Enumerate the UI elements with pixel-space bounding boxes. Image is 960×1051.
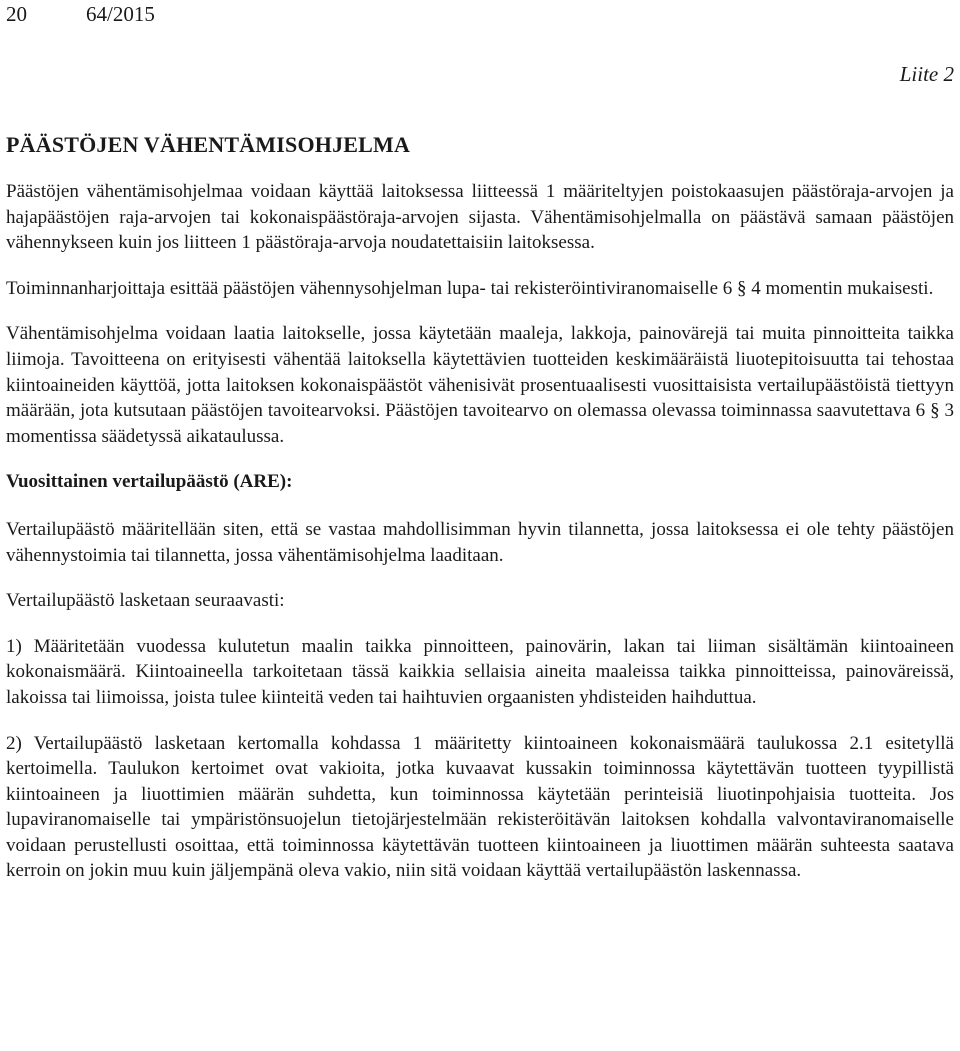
- page-header: [6, 2, 954, 28]
- appendix-label: Liite 2: [899, 62, 954, 86]
- paragraph: Vertailupäästö lasketaan seuraavasti:: [6, 590, 285, 612]
- page-number: 20: [6, 2, 27, 26]
- document-title: PÄÄSTÖJEN VÄHENTÄMISOHJELMA: [6, 132, 411, 157]
- paragraph: Vähentämisohjelma voidaan laatia laitokselle, jossa käytetään maaleja, lakkoja, painovärejä tai muita pinnoitteita taikka liimoja. Tavoitteena on erityisesti vähentää laitoksella käytettävien tuotteiden keskimääräistä liuotepitoisuutta tai tehostaa kiintoaineiden käyttöä, jotta laitoksen kokonaispäästöt vähenisivät prosentuaalisesti vuosittaisista vertailupäästöistä tiettyyn määrään, jota kutsutaan päästöjen tavoitearvoksi. Päästöjen tavoitearvo on olemassa olevassa toiminnassa saavutettava 6 § 3 momentissa säädetyssä aikataulussa.: [6, 323, 954, 447]
- numbered-item: 2) Vertailupäästö lasketaan kertomalla kohdassa 1 määritetty kiintoaineen kokonaismäärä taulukossa 2.1 esitetyllä kertoimella. Taulukon kertoimet ovat vakioita, jotka kuvaavat kussakin toiminnossa käytettävän tuotteen tyypillistä kiintoaineen ja liuottimien määrän suhdetta, kun toiminnossa käytetään perinteisiä liuotinpohjaisia tuotteita. Jos lupaviranomaiselle tai ympäristönsuojelun tietojärjestelmään rekisteröitävän laitoksen kohdalla valvontaviranomaiselle voidaan perustellusti osoittaa, että toiminnossa käytettävän tuotteen kiintoaineen ja liuottimen määrän suhteesta saatava kerroin on jokin muu kuin jäljempänä oleva vakio, niin sitä voidaan käyttää vertailupäästön laskennassa.: [6, 732, 954, 882]
- paragraph: Toiminnanharjoittaja esittää päästöjen vähennysohjelman lupa- tai rekisteröintiviranomaiselle 6 § 4 momentin mukaisesti.: [6, 277, 934, 299]
- numbered-item: 1) Määritetään vuodessa kulutetun maalin taikka pinnoitteen, painovärin, lakan tai liiman sisältämän kiintoaineen kokonaismäärä. Kiintoaineella tarkoitetaan tässä kaikkia sellaisia aineita maaleissa taikka pinnoitteissa, painoväreissä, lakoissa tai liimoissa, joista tulee kiinteitä veden tai haihtuvien orgaanisten yhdisteiden haihduttua.: [6, 635, 954, 708]
- paragraph: Päästöjen vähentämisohjelmaa voidaan käyttää laitoksessa liitteessä 1 määriteltyjen poistokaasujen päästöraja-arvojen ja hajapäästöjen raja-arvojen tai kokonaispäästöraja-arvojen sijasta. Vähentämisohjelmalla on päästävä samaan päästöjen vähennykseen kuin jos liitteen 1 päästöraja-arvoja noudatettaisiin laitoksessa.: [6, 181, 954, 254]
- document-body: [6, 179, 954, 904]
- section-heading: Vuosittainen vertailupäästö (ARE):: [6, 471, 293, 493]
- issue-number: 64/2015: [86, 2, 155, 26]
- paragraph: Vertailupäästö määritellään siten, että se vastaa mahdollisimman hyvin tilannetta, jossa laitoksessa ei ole tehty päästöjen vähennystoimia tai tilannetta, jossa vähentämisohjelma laaditaan.: [6, 518, 954, 566]
